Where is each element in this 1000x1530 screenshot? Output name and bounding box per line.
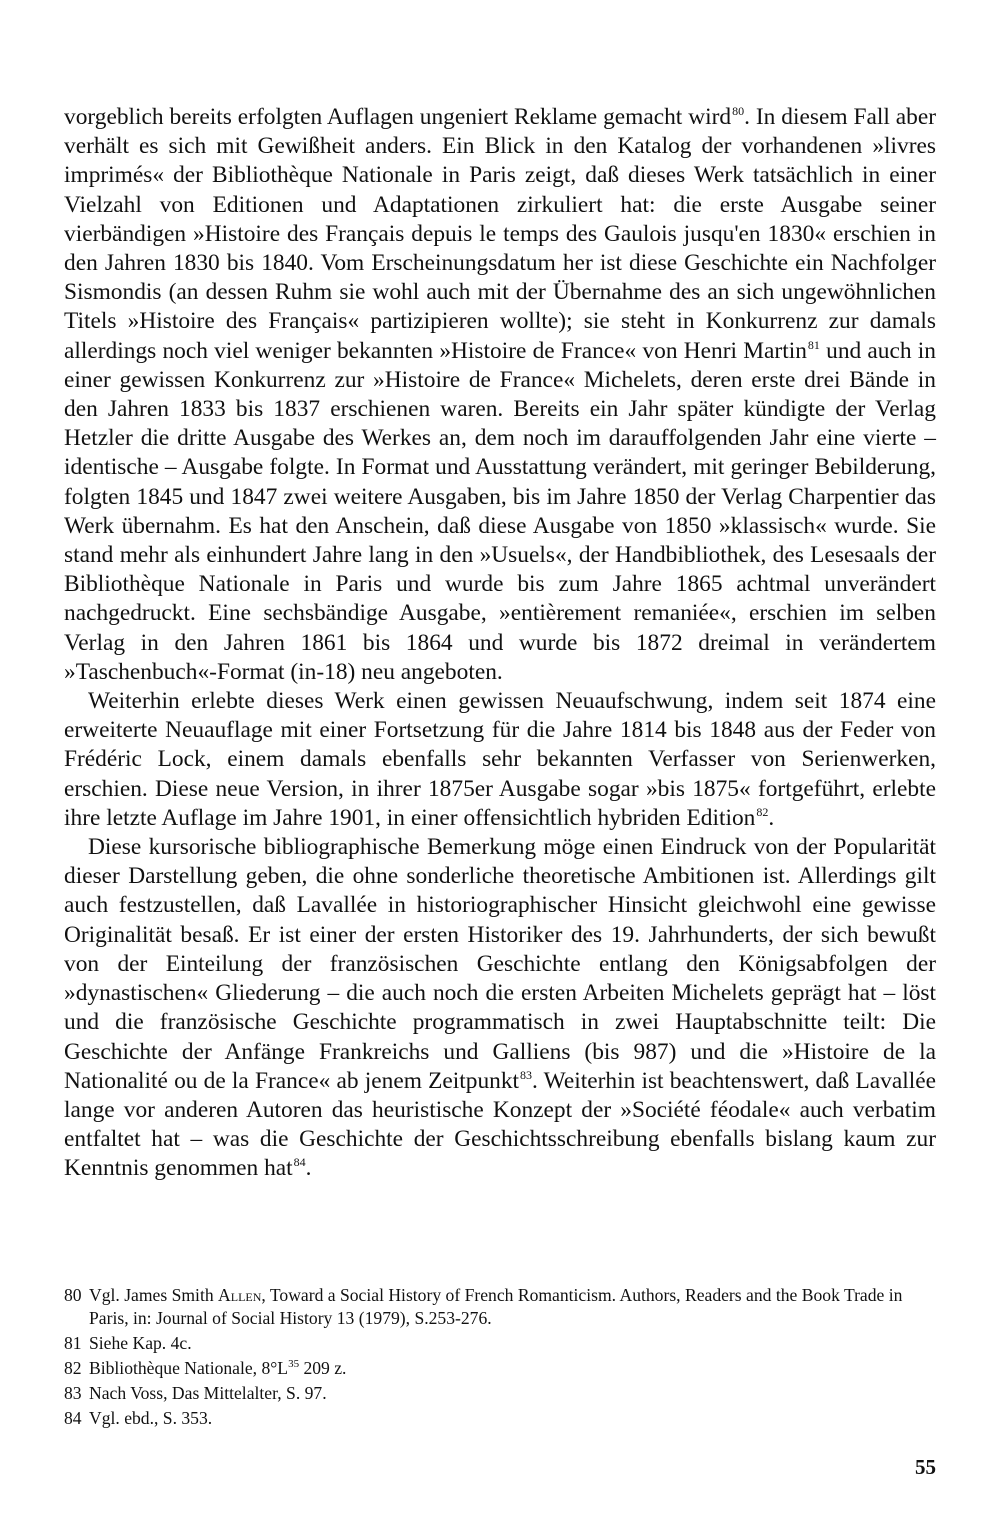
footnote-number: 82: [64, 1358, 82, 1378]
text-run: . In diesem Fall aber verhält es sich mit Gewißheit anders. Ein Blick in den Katalog der vorhandenen »livres imprimés« der Bibliothèque Nationale in Paris zeigt, daß dieses Werk tatsächlich in einer Vielzahl von Editionen und Adaptationen zirkuliert hat: die erste Ausgabe seiner vierbändigen »Histoire des Français depuis le temps des Gaulois jusqu'en 1830« erschien in den Jahren 1830 bis 1840. Vom Erscheinungsdatum her ist diese Geschichte ein Nachfolger Sismondis (an dessen Ruhm sie wohl auch mit der Übernahme des an sich ungewöhnlichen Titels »Histoire des Français« partizipieren wollte); sie steht in Konkurrenz zur damals allerdings noch viel weniger bekannten »Histoire de France« von Henri Martin: [64, 104, 936, 364]
author-name: Allen: [218, 1285, 262, 1305]
footnotes: [64, 1284, 936, 1432]
paragraph-2: [64, 687, 936, 833]
footnote-text: [89, 1284, 936, 1330]
text-run: Weiterhin erlebte dieses Werk einen gewissen Neuaufschwung, indem seit 1874 eine erweiterte Neuauflage mit einer Fortsetzung für die Jahre 1814 bis 1848 aus der Feder von Frédéric Lock, einem damals ebenfalls sehr bekannten Verfasser von Serienwerken, erschien. Diese neue Version, in ihrer 1875er Ausgabe sogar »bis 1875« fortgeführt, erlebte ihre letzte Auflage im Jahre 1901, in einer offensichtlich hybriden Edition: [64, 688, 936, 831]
footnote-text: Vgl. ebd., S. 353.: [89, 1408, 213, 1428]
footnote-ref-82: 82: [756, 804, 769, 819]
page-number: 55: [915, 1455, 936, 1479]
footnote-number: 80: [64, 1285, 82, 1305]
footnote-80: [64, 1284, 936, 1330]
footnote-84: [64, 1407, 936, 1430]
footnote-number: 84: [64, 1408, 82, 1428]
body-text: [64, 103, 936, 1184]
footnote-ref-81: 81: [807, 337, 820, 352]
footnote-ref-80: 80: [732, 104, 745, 118]
paragraph-1: [64, 103, 936, 687]
text-run: vorgeblich bereits erfolgten Auflagen ungeniert Reklame gemacht wird: [64, 104, 732, 130]
text-run: Vgl. James Smith: [89, 1285, 219, 1305]
text-run: Diese kursorische bibliographische Bemerkung möge einen Eindruck von der Popularität dieser Darstellung geben, die ohne sonderliche theoretische Ambitionen ist. Allerdings gilt auch festzustellen, daß Lavallée in historiographischer Hinsicht gleichwohl eine gewisse Originalität besaß. Er ist einer der ersten Historiker des 19. Jahrhunderts, der sich bewußt von der Einteilung der französischen Geschichte entlang den Königsabfolgen der »dynastischen« Gliederung – die auch noch die ersten Arbeiten Michelets geprägt hat – löst und die französische Geschichte programmatisch in zwei Hauptabschnitte teilt: Die Geschichte der Anfänge Frankreichs und Galliens (bis 987) und die »Histoire de la Nationalité ou de la France« ab jenem Zeitpunkt: [64, 834, 936, 1094]
footnote-text: Nach Voss, Das Mittelalter, S. 97.: [89, 1383, 327, 1403]
text-run: Bibliothèque Nationale, 8°L: [89, 1358, 289, 1378]
footnote-text: [89, 1357, 936, 1380]
footnote-number: 81: [64, 1333, 82, 1353]
text-run: .: [768, 804, 775, 831]
footnote-text: Siehe Kap. 4c.: [89, 1333, 192, 1353]
text-run: 209 z.: [299, 1358, 347, 1378]
footnote-83: [64, 1382, 936, 1405]
footnote-82: [64, 1357, 936, 1380]
paragraph-3: [64, 833, 936, 1183]
footnote-number: 83: [64, 1383, 82, 1403]
footnote-81: [64, 1332, 936, 1355]
text-run: , Toward a Social History of French Romanticism. Authors, Readers and the Book Trade in Paris, in: Journal of Social History 13 (1979), S.253-276.: [89, 1285, 903, 1328]
superscript: 35: [288, 1358, 300, 1370]
footnote-ref-83: 83: [520, 1067, 533, 1082]
footnote-ref-84: 84: [293, 1155, 306, 1170]
text-run: und auch in einer gewissen Konkurrenz zur »Histoire de France« Michelets, deren erste drei Bände in den Jahren 1833 bis 1837 erschienen waren. Bereits ein Jahr später kündigte der Verlag Hetzler die dritte Ausgabe des Werkes an, dem noch im darauffolgenden Jahr eine vierte – identische – Ausgabe folgte. In Format und Ausstattung verändert, mit geringer Bebilderung, folgten 1845 und 1847 zwei weitere Ausgaben, bis im Jahre 1850 der Verlag Charpentier das Werk übernahm. Es hat den Anschein, daß diese Ausgabe von 1850 »klassisch« wurde. Sie stand mehr als einhundert Jahre lang in den »Usuels«, der Handbibliothek, des Lesesaals der Bibliothèque Nationale in Paris und wurde bis zum Jahre 1865 achtmal unverändert nachgedruckt. Eine sechsbändige Ausgabe, »entièrement remaniée«, erschien im selben Verlag in den Jahren 1861 bis 1864 und wurde bis 1872 dreimal in verändertem »Taschenbuch«-Format (in-18) neu angeboten.: [64, 337, 936, 685]
text-run: .: [305, 1155, 312, 1182]
text-run: . Weiterhin ist beachtenswert, daß Lavallée lange vor anderen Autoren das heuristische Konzept der »Société féodale« auch verbatim entfaltet hat – was die Geschichte der Geschichtsschreibung ebenfalls bislang kaum zur Kenntnis genommen hat: [64, 1067, 936, 1182]
